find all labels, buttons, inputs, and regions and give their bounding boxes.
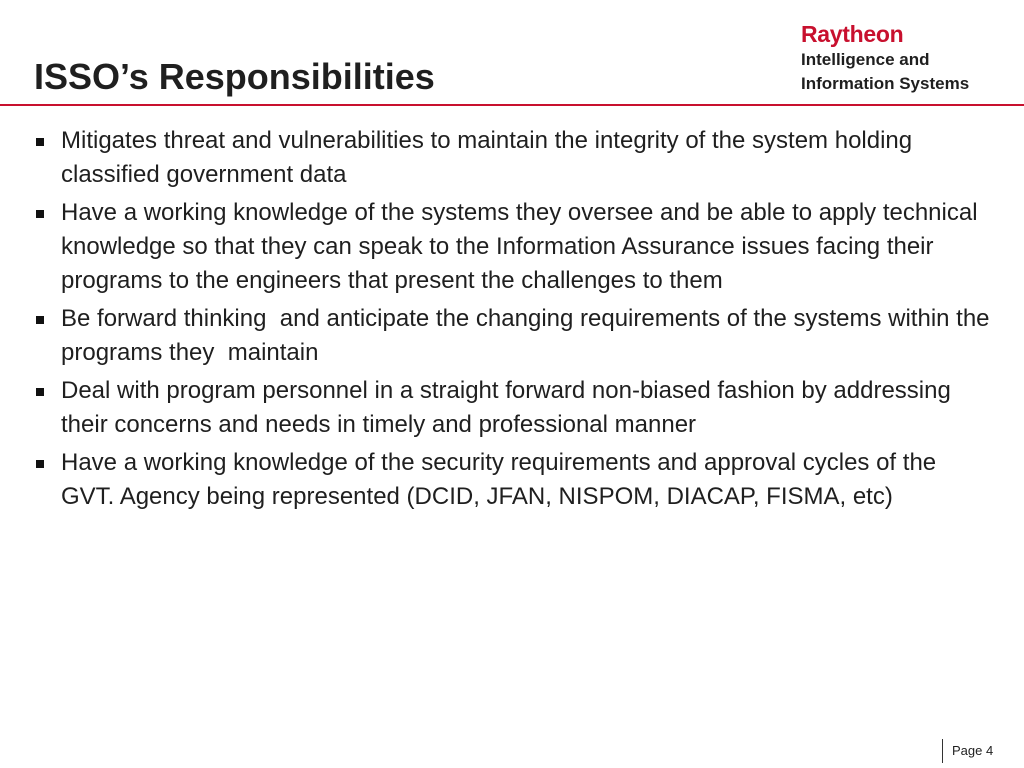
logo-division-line-2: Information Systems <box>801 74 970 93</box>
bullet-text: Be forward thinking and anticipate the changing requirements of the systems within the programs they maintain <box>61 305 997 366</box>
bullet-text: Deal with program personnel in a straight forward non-biased fashion by addressing their concerns and needs in timely and professional manner <box>61 377 951 438</box>
bullet-text: Mitigates threat and vulnerabilities to maintain the integrity of the system holding classified government data <box>61 127 913 188</box>
bullet-item <box>34 196 994 298</box>
logo-division-line-1: Intelligence and <box>801 50 930 69</box>
raytheon-logo <box>801 20 1006 96</box>
footer-divider <box>942 739 943 763</box>
slide-title: ISSO’s Responsibilities <box>34 56 435 97</box>
bullet-item <box>34 124 994 192</box>
square-bullet-icon <box>36 210 44 218</box>
logo-brand-name: Raytheon <box>801 21 904 47</box>
bullet-item <box>34 374 994 442</box>
title-divider-rule <box>0 104 1024 106</box>
square-bullet-icon <box>36 316 44 324</box>
bullet-text: Have a working knowledge of the systems they oversee and be able to apply technical knowledge so that they can speak to the Information Assurance issues facing their programs to the engineers that present the challenges to them <box>61 199 978 294</box>
square-bullet-icon <box>36 138 44 146</box>
bullet-item <box>34 446 994 514</box>
square-bullet-icon <box>36 388 44 396</box>
bullet-item <box>34 302 997 370</box>
bullet-text: Have a working knowledge of the security requirements and approval cycles of the GVT. Agency being represented (DCID, JFAN, NISPOM, DIACAP, FISMA, etc) <box>61 449 937 510</box>
page-number: Page 4 <box>952 743 994 758</box>
square-bullet-icon <box>36 460 44 468</box>
bullet-list <box>34 124 997 518</box>
